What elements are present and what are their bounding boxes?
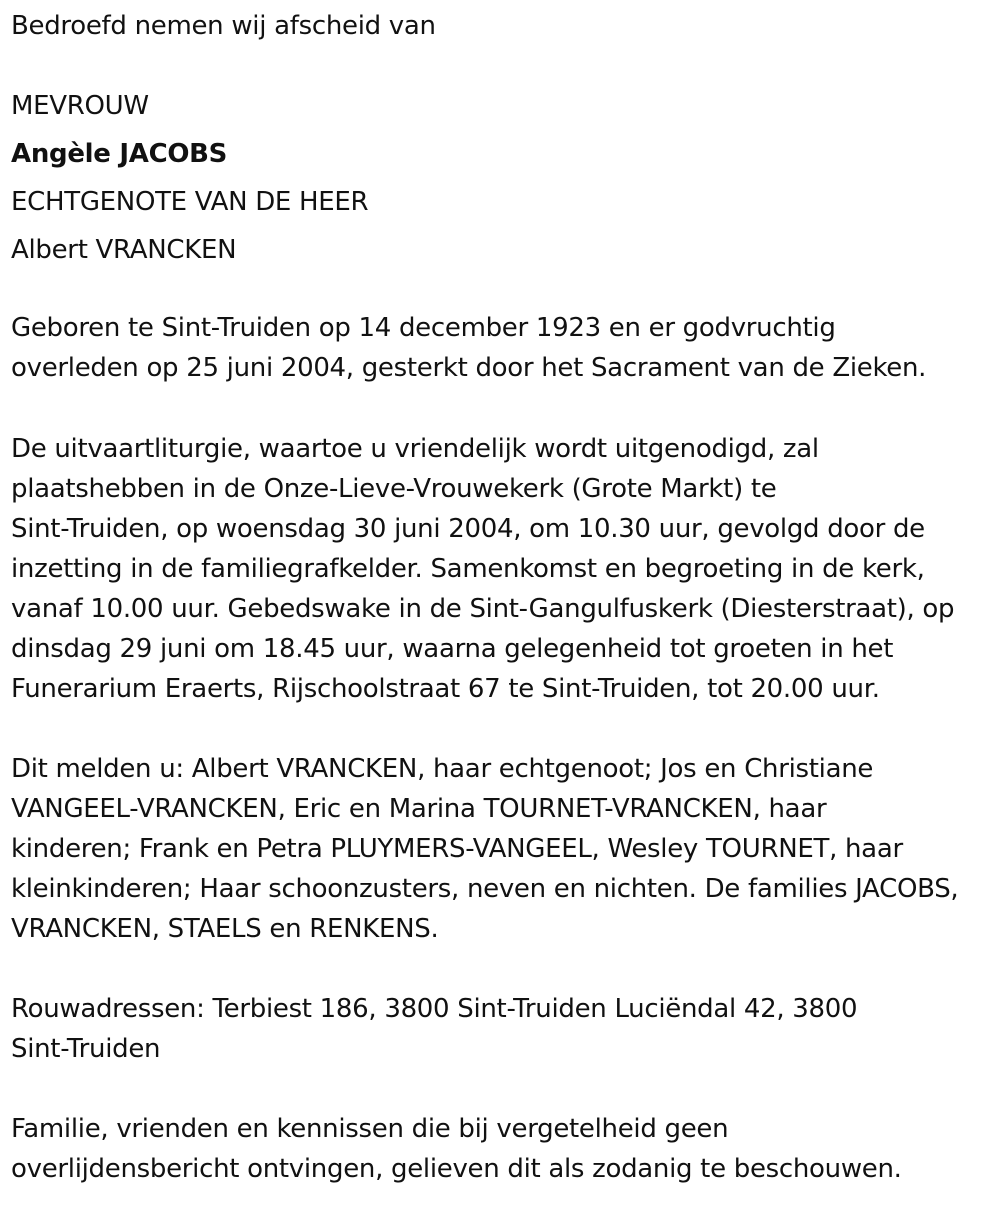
text-line: plaatshebben in de Onze-Lieve-Vrouwekerk (Grote Markt) te [11,474,777,504]
intro-text: Bedroefd nemen wij afscheid van [11,11,436,41]
birth-death-paragraph [11,308,926,388]
spouse-title: ECHTGENOTE VAN DE HEER [11,187,369,217]
text-line: Dit melden u: Albert VRANCKEN, haar echtgenoot; Jos en Christiane [11,754,874,784]
deceased-block [11,82,368,274]
text-line: VRANCKEN, STAELS en RENKENS. [11,914,439,944]
text-line: Familie, vrienden en kennissen die bij vergetelheid geen [11,1114,729,1144]
intro-block [11,2,436,50]
deceased-name: Angèle JACOBS [11,139,228,169]
closing-paragraph [11,1109,996,1189]
funeral-paragraph [11,429,996,709]
text-line: VANGEEL-VRANCKEN, Eric en Marina TOURNET-VRANCKEN, haar [11,794,827,824]
spouse-name: Albert VRANCKEN [11,235,237,265]
text-line: Sint-Truiden [11,1034,161,1064]
text-line: kleinkinderen; Haar schoonzusters, neven en nichten. De families JACOBS, [11,874,959,904]
text-line: Sint-Truiden, op woensdag 30 juni 2004, om 10.30 uur, gevolgd door de [11,514,925,544]
text-line: vanaf 10.00 uur. Gebedswake in de Sint-Gangulfuskerk (Diesterstraat), op [11,594,955,624]
text-line: De uitvaartliturgie, waartoe u vriendelijk wordt uitgenodigd, zal [11,434,819,464]
text-line: Rouwadressen: Terbiest 186, 3800 Sint-Truiden Luciëndal 42, 3800 [11,994,858,1024]
text-line: kinderen; Frank en Petra PLUYMERS-VANGEEL, Wesley TOURNET, haar [11,834,903,864]
text-line: dinsdag 29 juni om 18.45 uur, waarna gelegenheid tot groeten in het [11,634,894,664]
text-line: inzetting in de familiegrafkelder. Samenkomst en begroeting in de kerk, [11,554,925,584]
text-line: overleden op 25 juni 2004, gesterkt door het Sacrament van de Zieken. [11,353,927,383]
deceased-title: MEVROUW [11,91,149,121]
addresses-paragraph [11,989,996,1069]
text-line: overlijdensbericht ontvingen, gelieven dit als zodanig te beschouwen. [11,1154,902,1184]
text-line: Funerarium Eraerts, Rijschoolstraat 67 te Sint-Truiden, tot 20.00 uur. [11,674,880,704]
family-paragraph [11,749,996,949]
text-line: Geboren te Sint-Truiden op 14 december 1923 en er godvruchtig [11,313,836,343]
